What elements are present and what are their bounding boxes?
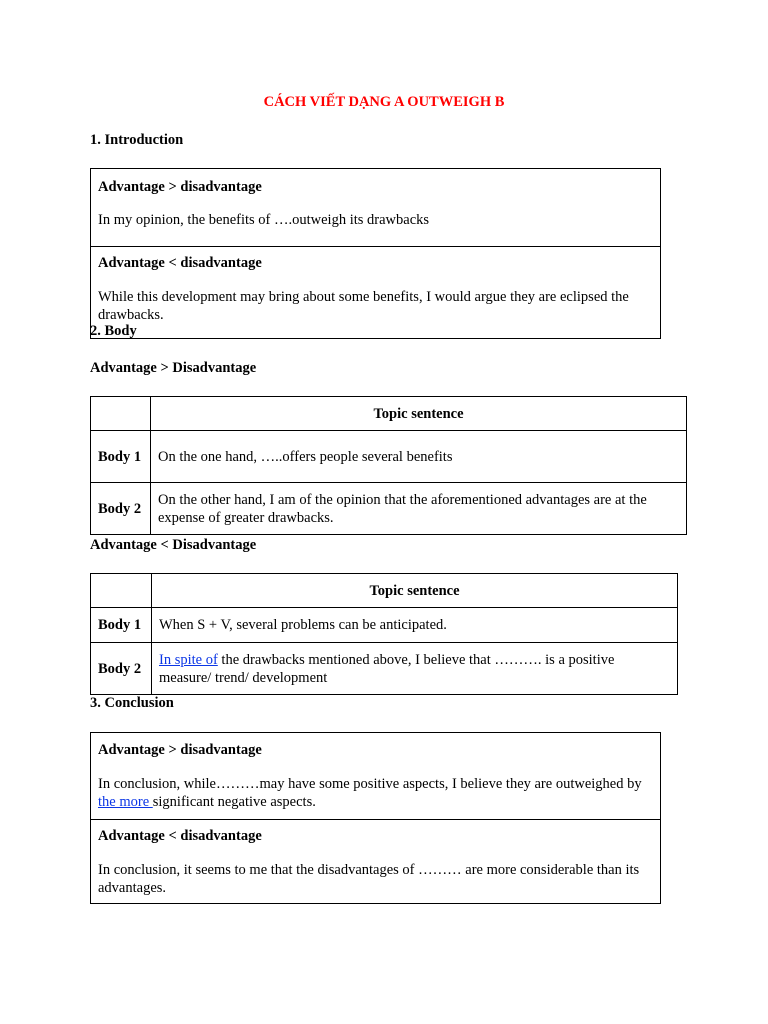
empty-cell: [91, 397, 151, 431]
table-row: [91, 608, 678, 643]
conclusion-heading: 3. Conclusion: [90, 695, 174, 711]
conclusion-row-advantage-greater: [91, 733, 661, 820]
conclusion-text-1: [98, 775, 653, 811]
page-title: CÁCH VIẾT DẠNG A OUTWEIGH B: [263, 94, 505, 110]
row-text-rest: the drawbacks mentioned above, I believe that ………. is a positive measure/ trend/ development: [159, 651, 615, 686]
table-header: Topic sentence: [152, 574, 678, 608]
row-label: Body 2: [91, 483, 151, 535]
body-table-2-header-row: [91, 574, 678, 608]
row-text: On the one hand, …..offers people several benefits: [151, 431, 687, 483]
body-heading: 2. Body: [90, 323, 137, 339]
row-label: Body 2: [91, 643, 152, 695]
conclusion-label-2: Advantage < disadvantage: [98, 828, 262, 844]
intro-heading: 1. Introduction: [90, 132, 184, 148]
the-more-link[interactable]: the more: [98, 794, 153, 810]
intro-row-advantage-less: [91, 247, 661, 339]
empty-cell: [91, 574, 152, 608]
conclusion-table: [90, 732, 661, 904]
body-table-1: [90, 396, 687, 535]
body-table-1-header-row: [91, 397, 687, 431]
table-row: [91, 643, 678, 695]
body-table-2: [90, 573, 678, 695]
table-row: [91, 483, 687, 535]
conclusion-text-2: In conclusion, it seems to me that the disadvantages of ……… are more considerable than its advantages.: [98, 862, 640, 896]
intro-table: [90, 168, 661, 339]
conclusion-row-advantage-less: [91, 820, 661, 904]
intro-text-2: While this development may bring about some benefits, I would argue they are eclipsed the drawbacks.: [98, 289, 629, 323]
intro-label-2: Advantage < disadvantage: [98, 255, 262, 271]
body-subheading-1: Advantage > Disadvantage: [90, 360, 257, 376]
row-text: [152, 643, 678, 695]
table-row: [91, 431, 687, 483]
conclusion-label-1: Advantage > disadvantage: [98, 742, 262, 758]
conclusion-text-1-start: In conclusion, while………may have some positive aspects, I believe they are outweighed by: [98, 776, 642, 792]
intro-text-1: In my opinion, the benefits of ….outweigh its drawbacks: [98, 212, 430, 228]
conclusion-text-1-end: significant negative aspects.: [152, 794, 316, 810]
intro-row-advantage-greater: [91, 169, 661, 247]
row-text: On the other hand, I am of the opinion that the aforementioned advantages are at the expense of greater drawbacks.: [151, 483, 687, 535]
table-header: Topic sentence: [151, 397, 687, 431]
row-text: When S + V, several problems can be anticipated.: [152, 608, 678, 643]
intro-label-1: Advantage > disadvantage: [98, 179, 262, 195]
row-label: Body 1: [91, 608, 152, 643]
row-label: Body 1: [91, 431, 151, 483]
in-spite-of-link[interactable]: In spite of: [159, 651, 218, 668]
body-subheading-2: Advantage < Disadvantage: [90, 537, 257, 553]
